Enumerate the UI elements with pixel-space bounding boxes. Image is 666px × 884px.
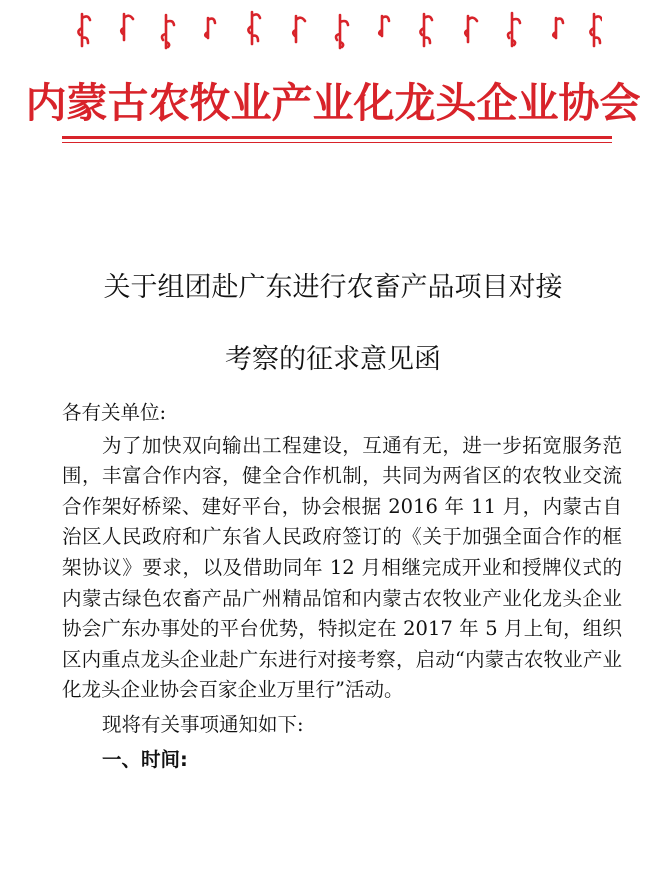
section-heading-time: 一、时间: xyxy=(102,747,188,771)
mongolian-glyph xyxy=(508,13,520,46)
mongolian-glyph xyxy=(590,14,602,46)
mongolian-glyph xyxy=(465,16,477,42)
mongolian-glyph xyxy=(248,12,260,44)
mongolian-glyph xyxy=(553,18,563,38)
mongolian-glyph xyxy=(420,14,432,46)
document-title-line-1: 关于组团赴广东进行农畜产品项目对接 xyxy=(103,272,563,303)
document-body xyxy=(62,398,622,775)
mongolian-glyph xyxy=(121,14,133,40)
mongolian-glyph xyxy=(162,15,174,48)
body-paragraph-1: 为了加快双向输出工程建设，互通有无，进一步拓宽服务范围，丰富合作内容，健全合作机制，共同为两省区的农牧业交流合作架好桥梁、建好平台，协会根据 2016 年 11 月，内蒙古自治区人民政府和广东省人民政府签订的《关于加强全面合作的框架协议》要求，以及借助同年 12 月相继完成开业和授牌仪式的内蒙古绿色农畜产品广州精品馆和内蒙古农牧业产业化龙头企业协会广东办事处的平台优势，特拟定在 2017 年 5 月上旬，组织区内重点龙头企业赴广东进行对接考察，启动“内蒙古农牧业产业化龙头企业协会百家企业万里行”活动。 xyxy=(62,433,622,702)
traditional-mongolian-script-icon xyxy=(72,8,602,50)
letterhead-rule-thick xyxy=(62,136,612,139)
notice-line: 现将有关事项通知如下: xyxy=(102,712,304,736)
mongolian-glyph xyxy=(78,14,90,46)
document-title-line-2: 考察的征求意见函 xyxy=(225,344,441,375)
mongolian-glyph xyxy=(293,16,305,42)
mongolian-glyph xyxy=(379,16,389,36)
letterhead-rule-thin xyxy=(62,142,612,143)
mongolian-glyph xyxy=(205,18,215,38)
org-name-heading: 内蒙古农牧业产业化龙头企业协会 xyxy=(25,79,641,127)
mongolian-glyph xyxy=(336,15,348,48)
salutation: 各有关单位: xyxy=(62,401,167,424)
